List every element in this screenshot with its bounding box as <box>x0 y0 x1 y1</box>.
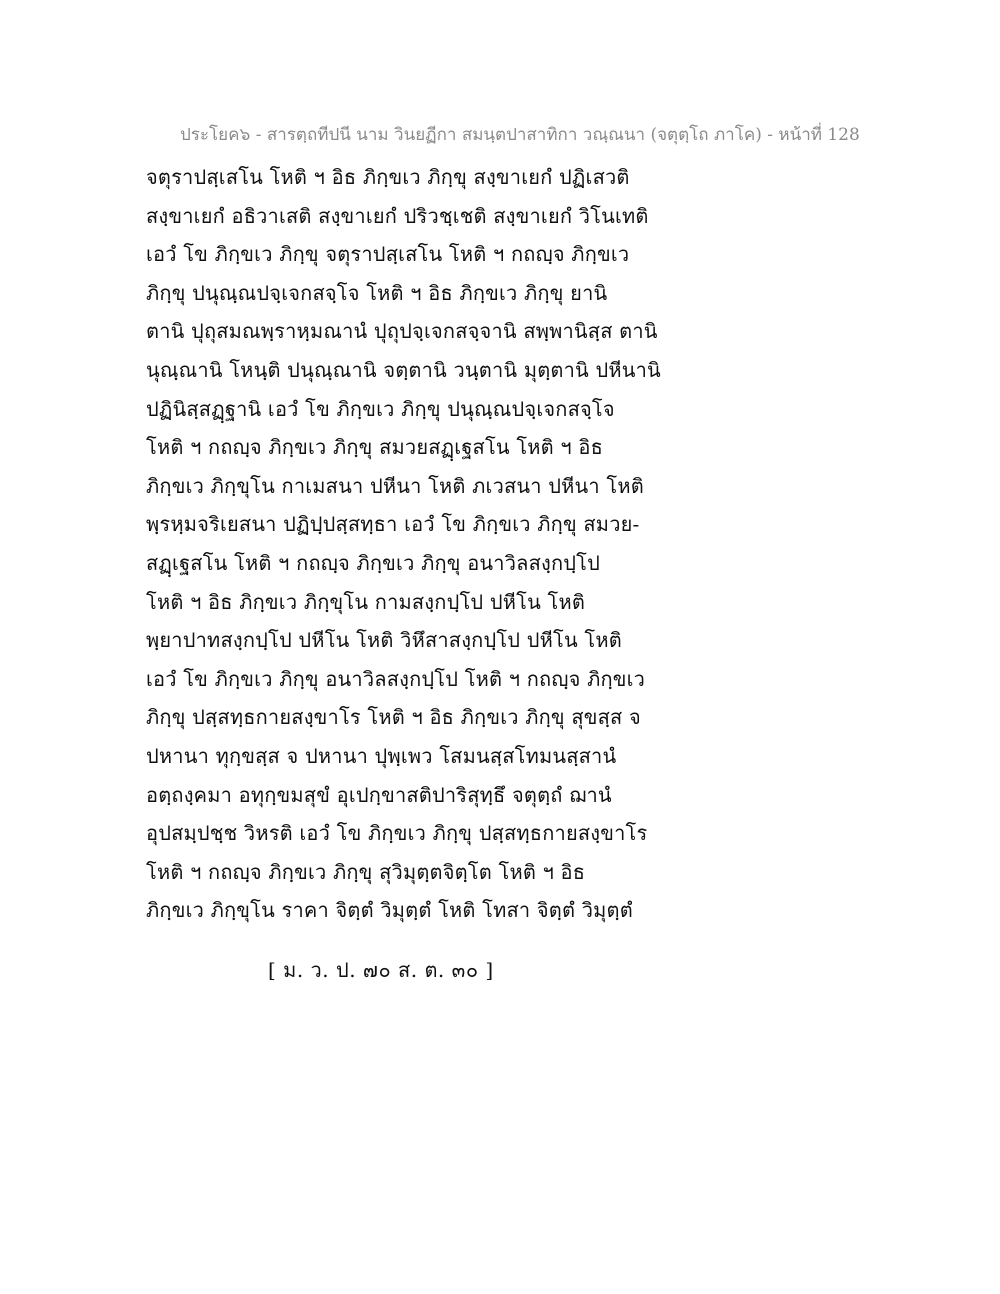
text-line: ภิกฺขุ ปสฺสทฺธกายสงฺขาโร โหติ ฯ อิธ ภิกฺขเว ภิกฺขุ สุขสฺส จ <box>146 705 641 730</box>
text-line: พฺรหฺมจริเยสนา ปฏิปฺปสฺสทฺธา เอวํ โข ภิกฺขเว ภิกฺขุ สมวย- <box>146 512 640 537</box>
text-line: เอวํ โข ภิกฺขเว ภิกฺขุ อนาวิลสงฺกปฺโป โหติ ฯ กถญฺจ ภิกฺขเว <box>146 666 646 691</box>
text-line: ปหานา ทุกฺขสฺส จ ปหานา ปุพฺเพว โสมนสฺสโทมนสฺสานํ <box>146 743 617 768</box>
text-line: พฺยาปาทสงฺกปฺโป ปหีโน โหติ วิหึสาสงฺกปฺโป ปหีโน โหติ <box>146 628 622 653</box>
text-line: อตฺถงฺคมา อทุกฺขมสุขํ อุเปกฺขาสติปาริสุทฺธึ จตุตฺถํ ฌานํ <box>146 782 612 807</box>
text-line: จตุราปสฺเสโน โหติ ฯ อิธ ภิกฺขเว ภิกฺขุ สงฺขาเยกํ ปฏิเสวติ <box>146 165 630 189</box>
text-line: โหติ ฯ อิธ ภิกฺขเว ภิกฺขุโน กามสงฺกปฺโป ปหีโน โหติ <box>146 589 586 614</box>
text-line: สงฺขาเยกํ อธิวาเสติ สงฺขาเยกํ ปริวชฺเชติ สงฺขาเยกํ วิโนเทติ <box>146 203 649 228</box>
text-line: โหติ ฯ กถญฺจ ภิกฺขเว ภิกฺขุ สมวยสฏฺเฐสโน โหติ ฯ อิธ <box>146 435 604 460</box>
text-line: ปฏินิสฺสฏฺฐานิ เอวํ โข ภิกฺขเว ภิกฺขุ ปนุณฺณปจฺเจกสจฺโจ <box>146 396 615 421</box>
text-line: ภิกฺขุ ปนุณฺณปจฺเจกสจฺโจ โหติ ฯ อิธ ภิกฺขเว ภิกฺขุ ยานิ <box>146 280 608 305</box>
text-line: นุณฺณานิ โหนฺติ ปนุณฺณานิ จตฺตานิ วนฺตานิ มุตฺตานิ ปหีนานิ <box>146 357 661 382</box>
text-line: ภิกฺขเว ภิกฺขุโน ราคา จิตฺตํ วิมุตฺตํ โหติ โทสา จิตฺตํ วิมุตฺตํ <box>146 898 633 923</box>
text-line: อุปสมฺปชฺช วิหรติ เอวํ โข ภิกฺขเว ภิกฺขุ ปสฺสทฺธกายสงฺขาโร <box>146 821 648 846</box>
text-line: ตานิ ปุถุสมณพฺราหฺมณานํ ปุถุปจฺเจกสจฺจานิ สพฺพานิสฺส ตานิ <box>146 319 658 344</box>
running-header: ประโยค๖ - สารตฺถทีปนี นาม วินยฏีกา สมนฺตปาสาทิกา วณฺณนา (จตุตฺโถ ภาโค) - หน้าที่ 128 <box>180 125 860 145</box>
text-line: สฏฺเฐสโน โหติ ฯ กถญฺจ ภิกฺขเว ภิกฺขุ อนาวิลสงฺกปฺโป <box>146 550 601 575</box>
reference-note: [ ม. ว. ป. ๗๐ ส. ต. ๓๐ ] <box>268 958 494 982</box>
text-line: โหติ ฯ กถญฺจ ภิกฺขเว ภิกฺขุ สุวิมุตฺตจิตฺโต โหติ ฯ อิธ <box>146 859 586 884</box>
text-line: เอวํ โข ภิกฺขเว ภิกฺขุ จตุราปสฺเสโน โหติ ฯ กถญฺจ ภิกฺขเว <box>146 242 630 267</box>
body-text <box>146 158 686 930</box>
text-line: ภิกฺขเว ภิกฺขุโน กาเมสนา ปหีนา โหติ ภเวสนา ปหีนา โหติ <box>146 473 644 498</box>
